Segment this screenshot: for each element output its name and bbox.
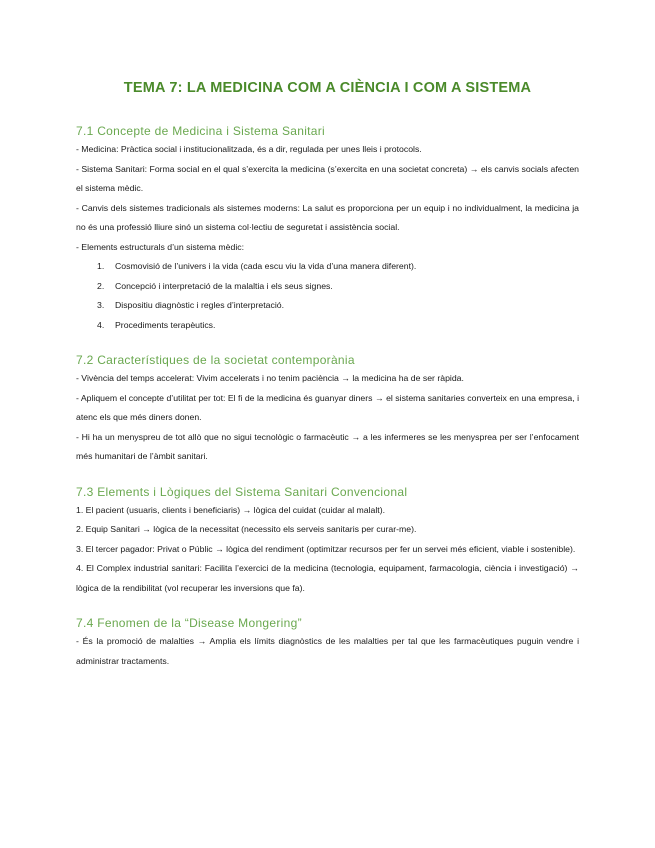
- paragraph: 4. El Complex industrial sanitari: Facilita l’exercici de la medicina (tecnologia, equipament, farmacologia, ciència i investigació) → lògica de la rendibilitat (vol recuperar les inversions que fa).: [76, 563, 579, 593]
- paragraph: 3. El tercer pagador: Privat o Públic → lògica del rendiment (optimitzar recursos per fer un servei més eficient, viable i sostenible).: [76, 543, 576, 554]
- section-7-1: [76, 124, 579, 335]
- paragraph: - Apliquem el concepte d’utilitat per tot: El fi de la medicina és guanyar diners → el sistema sanitaries converteix en una empresa, i atenc els que més diners donen.: [76, 392, 579, 422]
- section-heading: 7.3 Elements i Lògiques del Sistema Sanitari Convencional: [76, 484, 408, 499]
- list-item: 3. Dispositiu diagnòstic i regles d’interpretació.: [97, 300, 285, 310]
- section-heading: 7.2 Característiques de la societat contemporània: [76, 353, 355, 367]
- list-item: 4. Procediments terapèutics.: [97, 319, 216, 330]
- paragraph: - Sistema Sanitari: Forma social en el qual s’exercita la medicina (s’exercita en una societat concreta) → els canvis socials afecten el sistema mèdic.: [76, 163, 579, 193]
- section-7-4: [76, 616, 579, 671]
- section-heading: 7.4 Fenomen de la “Disease Mongering”: [76, 616, 302, 630]
- section-7-3: [76, 485, 579, 599]
- numbered-list: [76, 257, 579, 335]
- list-item: 1. Cosmovisió de l’univers i la vida (cada escu viu la vida d’una manera diferent).: [97, 261, 417, 271]
- paragraph: - Canvis dels sistemes tradicionals als sistemes moderns: La salut es proporciona per un equip i no individualment, la medicina ja no és una professió lliure sinó un sistema col·lectiu de seguretat i assistència social.: [76, 202, 579, 232]
- section-7-2: [76, 353, 579, 467]
- section-heading: 7.1 Concepte de Medicina i Sistema Sanitari: [76, 124, 326, 138]
- document-title: TEMA 7: LA MEDICINA COM A CIÈNCIA I COM A SISTEMA: [123, 80, 532, 96]
- paragraph: - És la promoció de malalties → Amplia els límits diagnòstics de les malalties per tal que les farmacèutiques puguin vendre i administrar tractaments.: [76, 636, 579, 666]
- list-item: 2. Concepció i interpretació de la malaltia i els seus signes.: [97, 280, 333, 291]
- paragraph: 1. El pacient (usuaris, clients i beneficiaris) → lògica del cuidat (cuidar al malalt).: [76, 504, 386, 515]
- paragraph: - Medicina: Pràctica social i institucionalitzada, és a dir, regulada per unes lleis i protocols.: [76, 144, 422, 154]
- paragraph: - Vivència del temps accelerat: Vivim accelerats i no tenim paciència → la medicina ha de ser ràpida.: [76, 373, 464, 383]
- paragraph: - Elements estructurals d’un sistema mèdic:: [76, 241, 245, 252]
- paragraph: - Hi ha un menyspreu de tot allò que no sigui tecnològic o farmacèutic → a les infermeres se les menysprea per ser l’enfocament més humanitari de l’àmbit sanitari.: [76, 431, 579, 461]
- paragraph: 2. Equip Sanitari → lògica de la necessitat (necessito els serveis sanitaris per curar-me).: [76, 524, 417, 534]
